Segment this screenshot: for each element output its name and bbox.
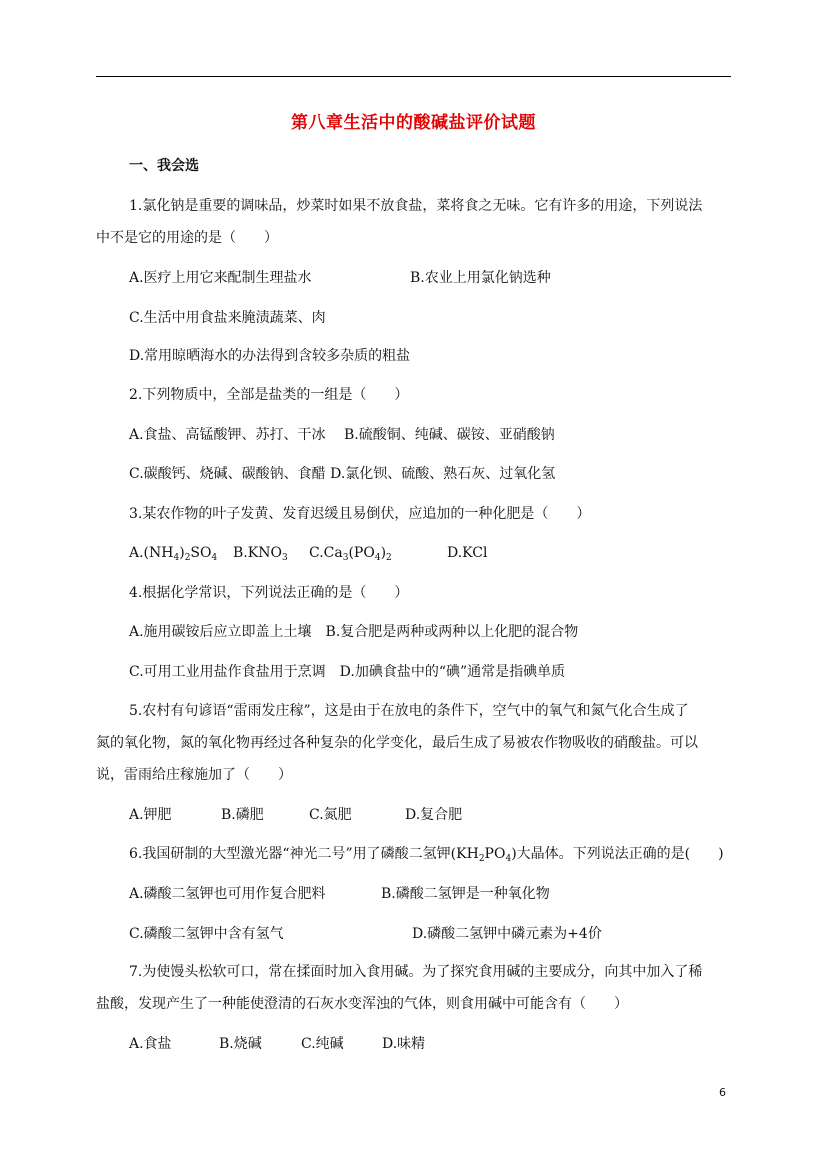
question-5-option-c: C.氮肥 [309,807,352,823]
question-3-stem: 3.某农作物的叶子发黄、发育迟缓且易倒伏，应追加的一种化肥是（ ） [129,506,591,522]
question-3-option-d: D.KCl [447,545,488,561]
question-7-option-c: C.纯碱 [301,1036,344,1052]
question-3-option-b: $B.KNO_3$ [233,545,288,563]
question-7-line-2: 盐酸，发现产生了一种能使澄清的石灰水变浑浊的气体，则食用碱中可能含有（ ） [96,996,628,1012]
page-title: 第八章生活中的酸碱盐评价试题 [291,113,536,133]
question-7-option-b: B.烧碱 [219,1036,262,1052]
page-number: 6 [719,1086,726,1099]
question-4-options-ab: A.施用碳铵后应立即盖上土壤 B.复合肥是两种或两种以上化肥的混合物 [129,624,579,640]
question-5-line-3: 说，雷雨给庄稼施加了（ ） [96,767,292,783]
question-4-stem: 4.根据化学常识，下列说法正确的是（ ） [129,585,409,601]
question-2-options-cd: C.碳酸钙、烧碱、碳酸钠、食醋 D.氯化钡、硫酸、熟石灰、过氧化氢 [129,466,556,482]
question-5-option-d: D.复合肥 [405,807,463,823]
question-6-option-c: C.磷酸二氢钾中含有氢气 [129,926,284,942]
header-rule [96,76,731,77]
question-6-stem: 6.我国研制的大型激光器“神光二号”用了磷酸二氢钾$(KH_2PO_4)$大晶体。下列说法正确的是( ) [129,846,724,864]
question-5-line-2: 氮的氧化物，氮的氧化物再经过各种复杂的化学变化，最后生成了易被农作物吸收的硝酸盐。可以 [96,735,698,751]
question-1-option-d: D.常用晾晒海水的办法得到含较多杂质的粗盐 [129,348,411,364]
question-3-option-a: $A.(NH_4)_2SO_4$ [129,545,218,563]
question-5-option-a: A.钾肥 [129,807,172,823]
question-5-line-1: 5.农村有句谚语“雷雨发庄稼”，这是由于在放电的条件下，空气中的氧气和氮气化合生成了 [129,703,689,719]
question-7-line-1: 7.为使馒头松软可口，常在揉面时加入食用碱。为了探究食用碱的主要成分，向其中加入了稀 [129,964,703,980]
section-heading: 一、我会选 [129,158,199,174]
question-4-options-cd: C.可用工业用盐作食盐用于烹调 D.加碘食盐中的“碘”通常是指碘单质 [129,664,566,680]
question-1-line-1: 1.氯化钠是重要的调味品，炒菜时如果不放食盐，菜将食之无味。它有许多的用途，下列说法 [129,198,703,214]
question-1-option-b: B.农业上用氯化钠选种 [410,270,551,286]
question-5-option-b: B.磷肥 [221,807,264,823]
question-7-option-a: A.食盐 [129,1036,172,1052]
question-3-option-c: $C.Ca_3(PO_4)_2$ [309,545,392,563]
question-6-option-d: D.磷酸二氢钾中磷元素为+4价 [412,926,602,942]
question-7-option-d: D.味精 [382,1036,426,1052]
question-2-stem: 2.下列物质中，全部是盐类的一组是（ ） [129,387,409,403]
question-1-line-2: 中不是它的用途的是（ ） [96,230,278,246]
question-6-option-a: A.磷酸二氢钾也可用作复合肥料 [129,886,326,902]
question-1-option-a: A.医疗上用它来配制生理盐水 [129,270,312,286]
question-2-options-ab: A.食盐、高锰酸钾、苏打、干冰 B.硫酸铜、纯碱、碳铵、亚硝酸钠 [129,427,555,443]
question-1-option-c: C.生活中用食盐来腌渍蔬菜、肉 [129,310,326,326]
question-6-option-b: B.磷酸二氢钾是一种氧化物 [381,886,550,902]
